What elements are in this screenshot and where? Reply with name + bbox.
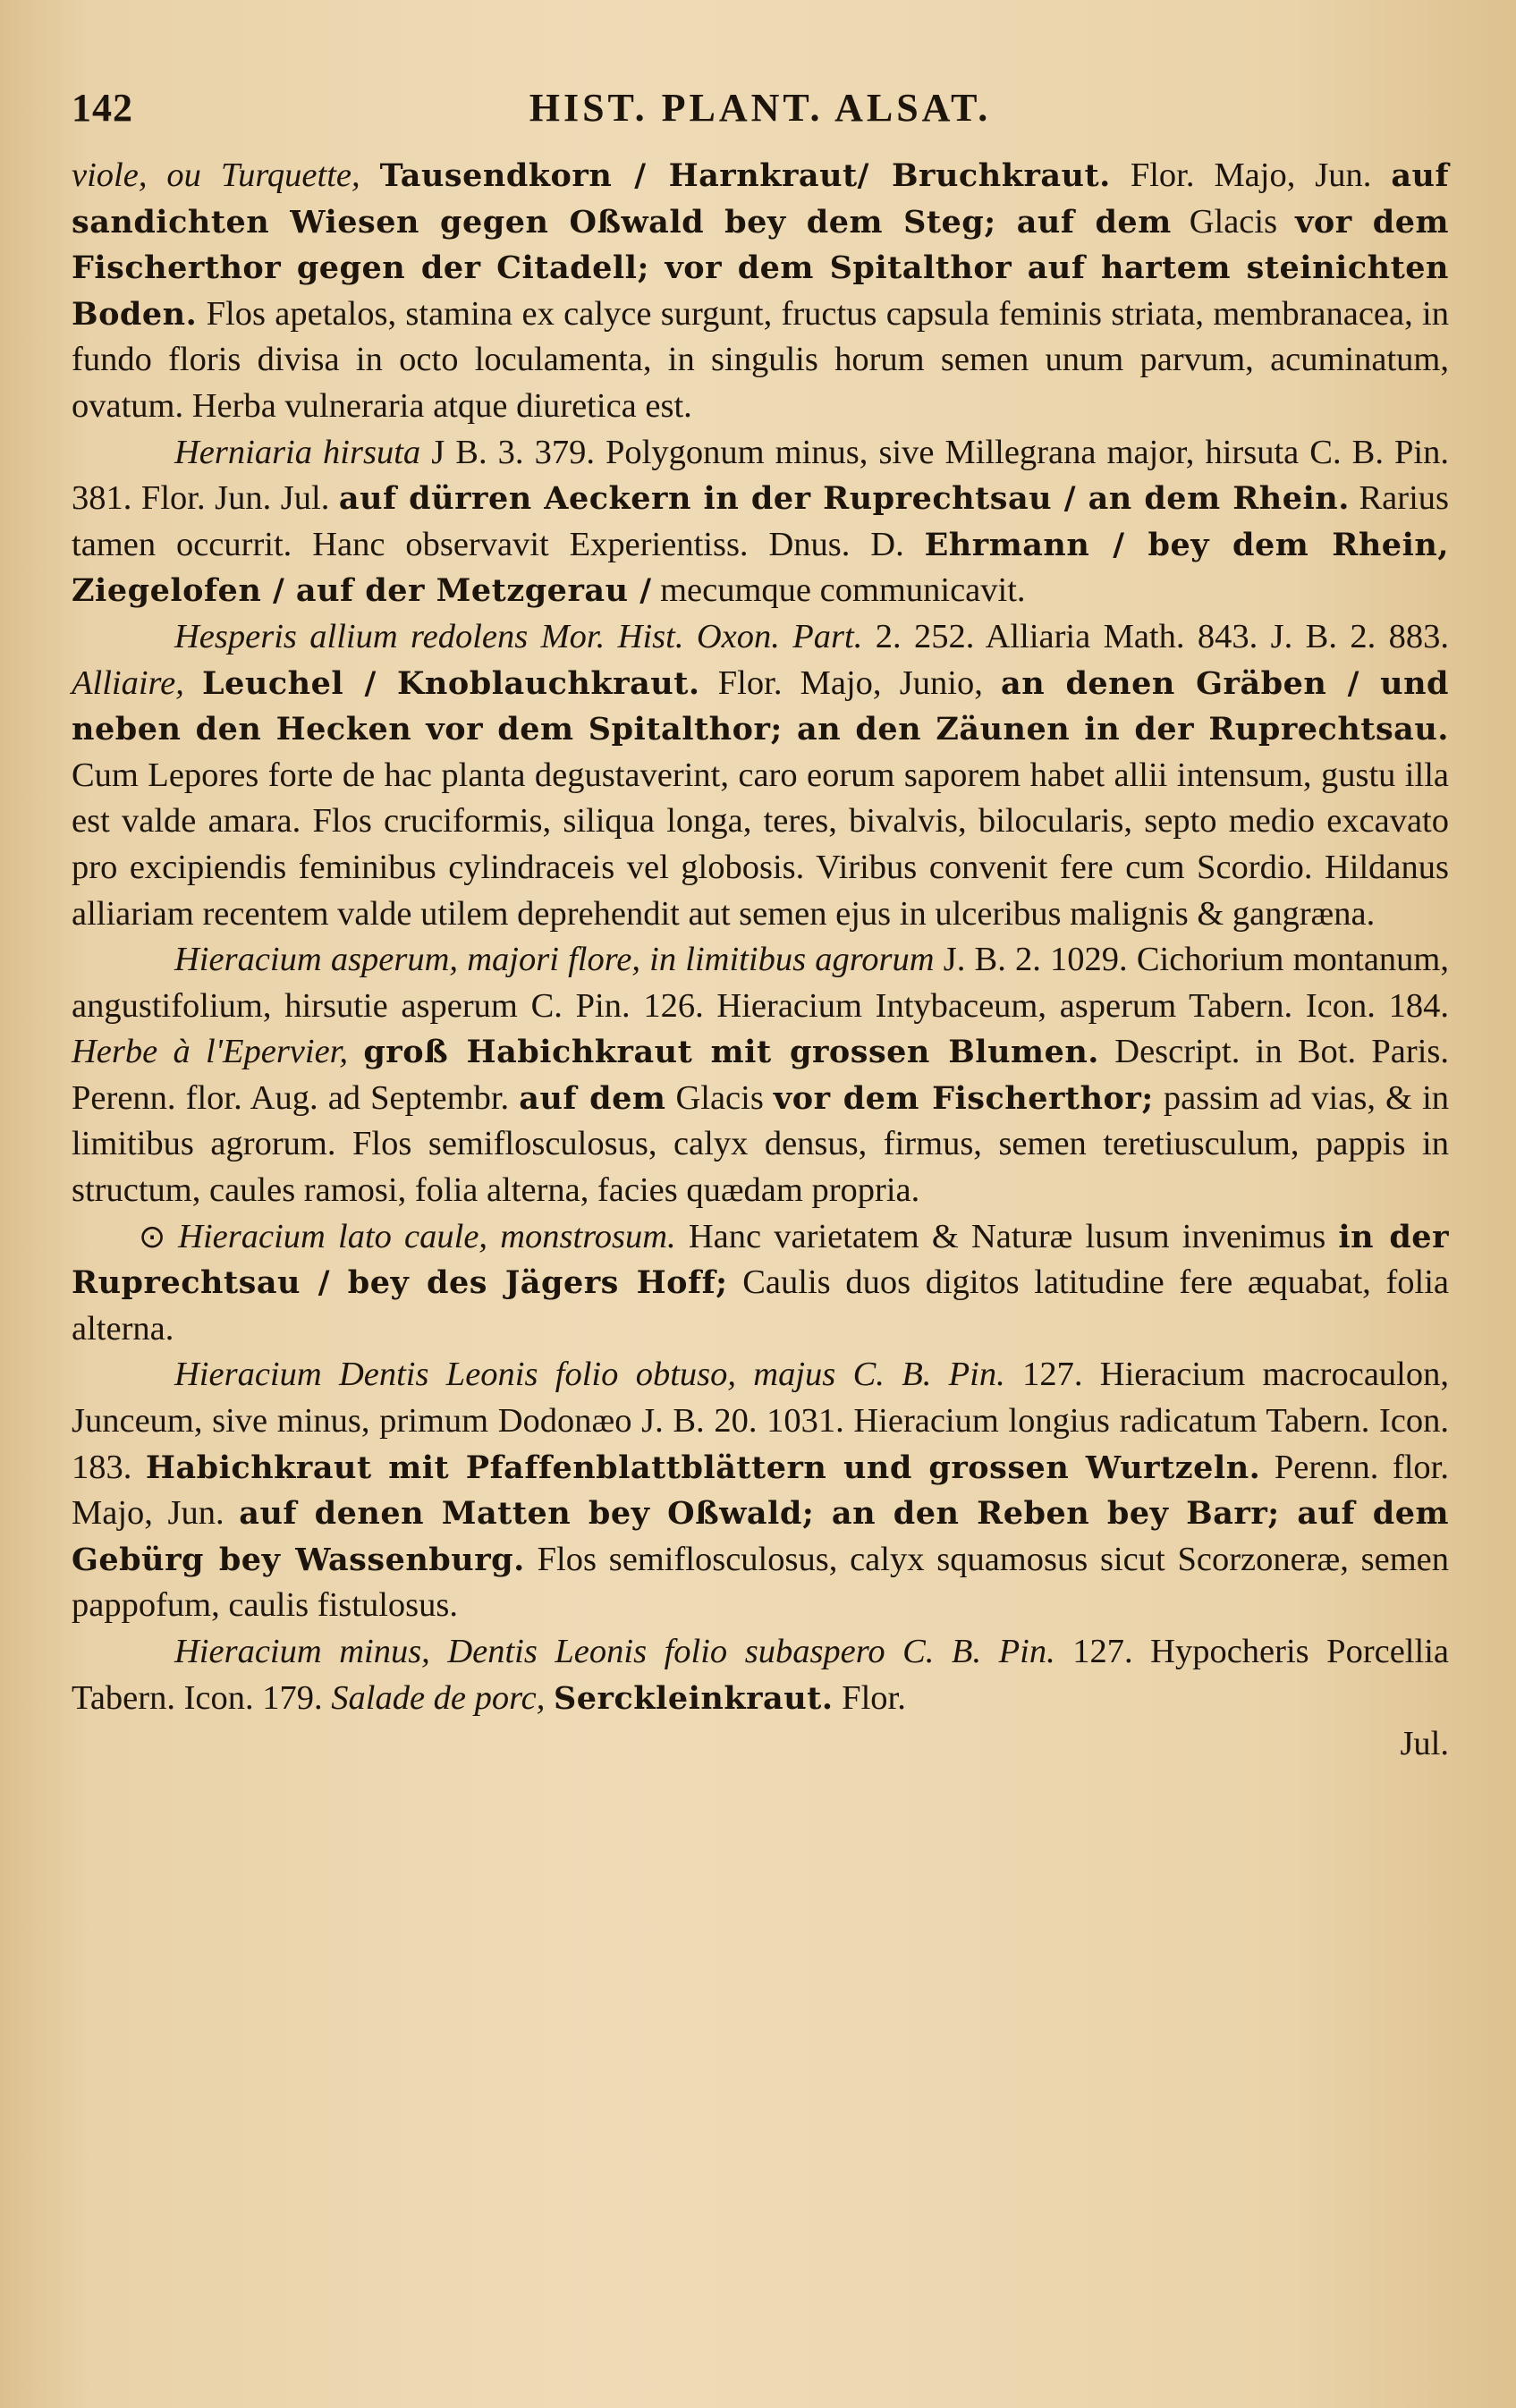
french-name: viole, ou Turquette,: [72, 156, 360, 194]
french-name: Salade de porc,: [331, 1678, 546, 1717]
locality-cont: vor dem Fischerthor;: [773, 1079, 1154, 1117]
locality-glacis: Glacis: [675, 1078, 764, 1117]
plant-name: Hieracium Dentis Leonis folio obtuso, majus C. B. Pin.: [174, 1356, 1005, 1394]
french-name: Alliaire,: [72, 663, 184, 702]
catchword: Jul.: [1400, 1725, 1449, 1763]
locality: auf denen Matten bey Oßwald; an den Reben bey Barr; auf dem Gebürg bey Wassenburg.: [72, 1495, 1450, 1578]
plant-name: Hieracium asperum, majori flore, in limitibus agrorum: [174, 941, 935, 979]
german-name: groß Habichkraut mit grossen Blumen.: [363, 1034, 1099, 1071]
note: Rarius tamen occurrit. Hanc observavit Experientiss. Dnus. D.: [72, 479, 1450, 563]
synonyms: J B. 3. 379. Polygonum minus, sive Millegrana major, hirsuta C. B. Pin. 381. Flor. Jun. Jul.: [72, 433, 1450, 518]
plant-name: Herniaria hirsuta: [174, 433, 421, 471]
flowering: Flor.: [842, 1678, 906, 1717]
locality: auf sandichten Wiesen gegen Oßwald bey dem Steg; auf dem: [72, 157, 1450, 241]
plant-name: Hieracium lato caule, monstrosum.: [178, 1217, 676, 1255]
locality-glacis: Glacis: [1189, 202, 1278, 241]
locality: auf dem: [519, 1079, 666, 1117]
german-name: Leuchel / Knoblauchkraut.: [202, 664, 700, 702]
flowering: Flor. Majo, Jun.: [1130, 156, 1372, 194]
locality-2: Ehrmann / bey dem Rhein, Ziegelofen / auf der Metzgerau /: [72, 526, 1450, 610]
entry-herniaria-cont: [72, 153, 1449, 430]
entry-hieracium-lato-caule: [72, 1214, 1449, 1353]
synonyms: 127. Hieracium macrocaulon, Junceum, sive minus, primum Dodonæo J. B. 20. 1031. Hieracium longius radicatum Tabern. Icon. 183.: [72, 1356, 1449, 1486]
description: Cum Lepores forte de hac planta degustaverint, caro eorum saporem habet allii intensum, gustu illa est valde amara. Flos cruciformis, siliqua longa, teres, bivalvis, bilocularis, septo medio excavato pro excipiendis feminibus cylindraceis vel globosis. Viribus convenit fere cum Scordio. Hildanus alliariam recentem valde utilem deprehendit aut semen ejus in ulceribus malignis & gangræna.: [72, 756, 1449, 933]
locality: in der Ruprechtsau / bey des Jägers Hoff;: [72, 1218, 1450, 1302]
annual-symbol-icon: ⊙: [139, 1218, 166, 1255]
german-name: Serckleinkraut.: [554, 1679, 834, 1717]
body-text: [72, 153, 1449, 1768]
german-name: Tausendkorn / Harnkraut/ Bruchkraut.: [379, 157, 1111, 194]
entry-herniaria-hirsuta: [72, 430, 1449, 614]
synonyms: 2. 252. Alliaria Math. 843. J. B. 2. 883.: [875, 617, 1449, 655]
plant-name: Hieracium minus, Dentis Leonis folio subaspero C. B. Pin.: [174, 1633, 1055, 1670]
description: passim ad vias, & in limitibus agrorum. Flos semiflosculosus, calyx densus, firmus, semen teretiusculum, pappis in structum, caules ramosi, folia alterna, facies quædam propria.: [72, 1078, 1450, 1210]
description: Flos semiflosculosus, calyx squamosus sicut Scorzoneræ, semen pappofum, caulis fistulosus.: [72, 1540, 1449, 1625]
synonyms: J. B. 2. 1029. Cichorium montanum, angustifolium, hirsutie asperum C. Pin. 126. Hieracium Intybaceum, asperum Tabern. Icon. 184.: [72, 941, 1449, 1025]
flowering: Descript. in Bot. Paris. Perenn. flor. Aug. ad Septembr.: [72, 1033, 1450, 1117]
description: Flos apetalos, stamina ex calyce surgunt, fructus capsula feminis striata, membranacea, in fundo floris divisa in octo loculamenta, in singulis horum semen unum parvum, acuminatum, ovatum. Herba vulneraria atque diuretica est.: [72, 294, 1449, 425]
entry-hieracium-minus: [72, 1629, 1449, 1721]
entry-hieracium-asperum: [72, 937, 1449, 1214]
running-head: [72, 85, 1449, 140]
note-end: mecumque communicavit.: [660, 571, 1026, 610]
locality-cont: vor dem Fischerthor gegen der Citadell; vor dem Spitalthor auf hartem steinichten Boden.: [72, 203, 1449, 333]
synonyms: 127. Hypocheris Porcellia Tabern. Icon. 179.: [72, 1633, 1449, 1717]
flowering: Perenn. flor. Majo, Jun.: [72, 1448, 1450, 1533]
note: Hanc varietatem & Naturæ lusum invenimus: [688, 1217, 1326, 1255]
entry-hesperis: [72, 614, 1449, 937]
plant-name: Hesperis allium redolens Mor. Hist. Oxon. Part.: [174, 617, 863, 655]
flowering: Flor. Majo, Junio,: [717, 663, 983, 702]
german-name: Habichkraut mit Pfaffenblattblättern und grossen Wurtzeln.: [145, 1449, 1261, 1486]
french-name: Herbe à l'Epervier,: [72, 1033, 349, 1071]
locality: auf dürren Aeckern in der Ruprechtsau / an dem Rhein.: [338, 480, 1350, 518]
locality: an denen Gräben / und neben den Hecken vor dem Spitalthor; an den Zäunen in der Ruprechtsau.: [72, 664, 1450, 748]
page-number: 142: [72, 86, 133, 130]
description: Caulis duos digitos latitudine fere æquabat, folia alterna.: [72, 1263, 1449, 1348]
running-title: HIST. PLANT. ALSAT.: [529, 86, 992, 130]
entry-hieracium-dentis-leonis: [72, 1352, 1449, 1629]
